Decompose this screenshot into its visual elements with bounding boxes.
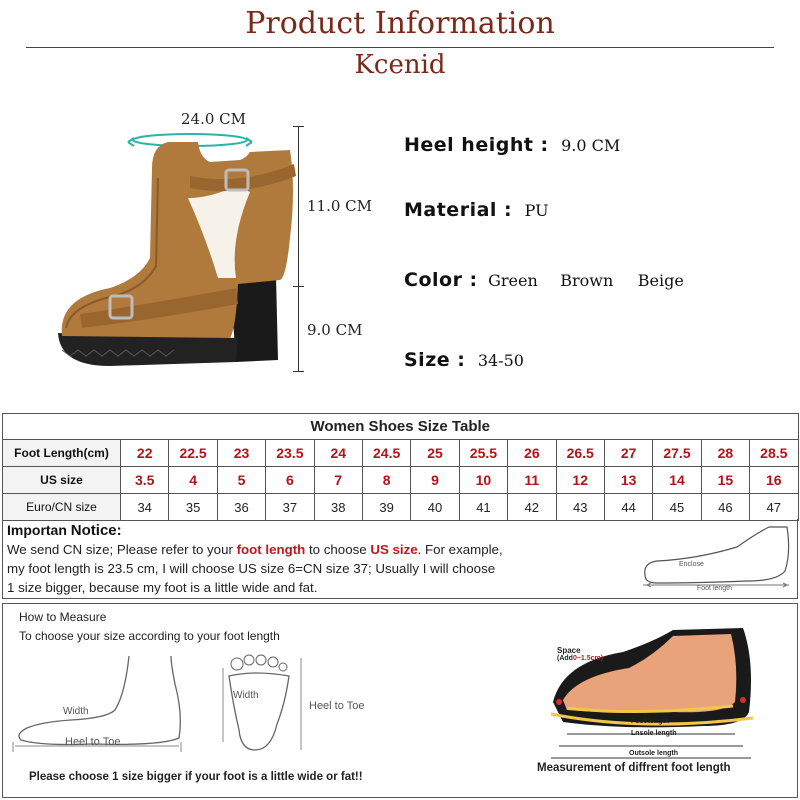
foot-length-row: [3, 440, 799, 467]
foot-length-cell: 27.5: [653, 440, 701, 467]
width-label-side: Width: [63, 706, 89, 717]
us-size-cell: 16: [750, 467, 798, 494]
euro-size-cell: 35: [169, 494, 217, 521]
foot-length-cell: 23.5: [266, 440, 314, 467]
width-label-top: Width: [233, 690, 259, 701]
circumference-label: 24.0 CM: [181, 110, 247, 128]
euro-size-cell: 38: [314, 494, 362, 521]
us-size-cell: 8: [362, 467, 410, 494]
us-size-cell: 10: [459, 467, 507, 494]
euro-size-cell: 40: [411, 494, 459, 521]
euro-size-cell: 41: [459, 494, 507, 521]
foot-length-cell: 26.5: [556, 440, 604, 467]
us-size-cell: 13: [604, 467, 652, 494]
euro-size-cell: 42: [508, 494, 556, 521]
foot-length-cell: 26: [508, 440, 556, 467]
size-value: 34-50: [477, 351, 524, 370]
space-label-text: Space: [557, 646, 581, 655]
heel-height-value: 9.0 CM: [561, 136, 621, 155]
euro-size-cell: 45: [653, 494, 701, 521]
us-size-cell: 5: [217, 467, 265, 494]
us-size-cell: 7: [314, 467, 362, 494]
heel-height-dimension-label: 9.0 CM: [307, 321, 363, 339]
foot-length-cell: 28.5: [750, 440, 798, 467]
foot-length-cell: 22.5: [169, 440, 217, 467]
foot-length-diagram-label: Foot length: [697, 585, 733, 592]
us-size-cell: 11: [508, 467, 556, 494]
shoe-measurement-diagram: [543, 622, 763, 762]
enclose-label: Enclose: [679, 561, 704, 568]
notice-title-prefix: Importan: [7, 522, 71, 538]
heel-to-toe-label-top: Heel to Toe: [309, 700, 365, 712]
foot-length-cell: 27: [604, 440, 652, 467]
us-size-cell: 12: [556, 467, 604, 494]
us-size-cell: 3.5: [121, 467, 169, 494]
foot-length-cell: 25: [411, 440, 459, 467]
space-range-text: 0~1.5cm): [572, 655, 604, 662]
color-option-brown: Brown: [560, 271, 614, 290]
euro-size-cell: 39: [362, 494, 410, 521]
space-label: [557, 646, 581, 655]
us-size-cell: 9: [411, 467, 459, 494]
notice-text-part: . For example,: [417, 542, 503, 557]
measurement-caption: Measurement of diffrent foot length: [537, 762, 731, 774]
brand-name: Kcenid: [354, 50, 446, 80]
material-label: Material :: [404, 199, 513, 221]
heel-height-label: Heel height :: [404, 134, 549, 156]
us-size-cell: 4: [169, 467, 217, 494]
foot-length-label: Foot length: [631, 718, 670, 725]
spec-material: [404, 199, 549, 221]
foot-length-cell: 22: [121, 440, 169, 467]
notice-text-part: We send CN size; Please refer to your: [7, 542, 237, 557]
us-size-cell: 6: [266, 467, 314, 494]
spec-size: [404, 349, 524, 371]
page-title: Product Information: [245, 6, 555, 41]
space-add-text: (Add: [557, 655, 573, 662]
spec-color: [404, 269, 684, 291]
euro-size-cell: 36: [217, 494, 265, 521]
measure-subheading: To choose your size according to your foot length: [19, 629, 280, 643]
boot-product-image: [40, 128, 300, 378]
spec-heel-height: [404, 134, 620, 156]
foot-length-cell: 28: [701, 440, 749, 467]
notice-line-1: [7, 540, 637, 559]
us-size-cell: 15: [701, 467, 749, 494]
footer-advice: Please choose 1 size bigger if your foot is a little wide or fat!!: [29, 771, 363, 783]
euro-size-cell: 47: [750, 494, 798, 521]
size-label: Size :: [404, 349, 466, 371]
color-option-beige: Beige: [637, 271, 684, 290]
heel-to-toe-label-side: Heel to Toe: [65, 736, 121, 748]
shaft-height-label: 11.0 CM: [307, 197, 373, 215]
space-add-label: [557, 655, 603, 662]
foot-length-cell: 23: [217, 440, 265, 467]
size-table-title: Women Shoes Size Table: [3, 414, 799, 440]
us-size-row: [3, 467, 799, 494]
foot-length-cell: 24.5: [362, 440, 410, 467]
foot-length-cell: 24: [314, 440, 362, 467]
material-value: PU: [524, 201, 549, 220]
title-divider: [26, 47, 774, 48]
notice-line-2: my foot length is 23.5 cm, I will choose US size 6=CN size 37; Usually I will choose: [7, 561, 496, 576]
euro-size-cell: 46: [701, 494, 749, 521]
size-table: [2, 413, 799, 521]
euro-size-cell: 44: [604, 494, 652, 521]
insole-length-label: Lnsole length: [631, 730, 677, 737]
ruler-tick: [293, 286, 304, 287]
foot-length-cell: 25.5: [459, 440, 507, 467]
important-notice: [2, 519, 798, 599]
row-label-foot-length: Foot Length(cm): [3, 440, 121, 467]
how-to-measure: [2, 603, 798, 798]
us-size-cell: 14: [653, 467, 701, 494]
notice-title: [7, 522, 122, 539]
dimension-ruler: [298, 126, 299, 372]
euro-size-cell: 34: [121, 494, 169, 521]
color-option-green: Green: [488, 271, 538, 290]
color-label: Color :: [404, 269, 478, 291]
outsole-length-label: Outsole length: [629, 750, 678, 757]
measure-heading: How to Measure: [19, 610, 107, 624]
notice-line-3: 1 size bigger, because my foot is a little wide and fat.: [7, 580, 318, 595]
notice-title-word: Notice:: [70, 522, 122, 539]
euro-cn-size-row: [3, 494, 799, 521]
row-label-us-size: US size: [3, 467, 121, 494]
notice-text-part: to choose: [305, 542, 371, 557]
ruler-tick: [293, 126, 304, 127]
euro-size-cell: 43: [556, 494, 604, 521]
notice-text: [7, 540, 637, 597]
size-table-title-row: [3, 414, 799, 440]
row-label-euro-cn-size: Euro/CN size: [3, 494, 121, 521]
euro-size-cell: 37: [266, 494, 314, 521]
us-size-highlight: US size: [370, 542, 418, 557]
foot-length-highlight: foot length: [236, 542, 306, 557]
ruler-tick: [293, 371, 304, 372]
